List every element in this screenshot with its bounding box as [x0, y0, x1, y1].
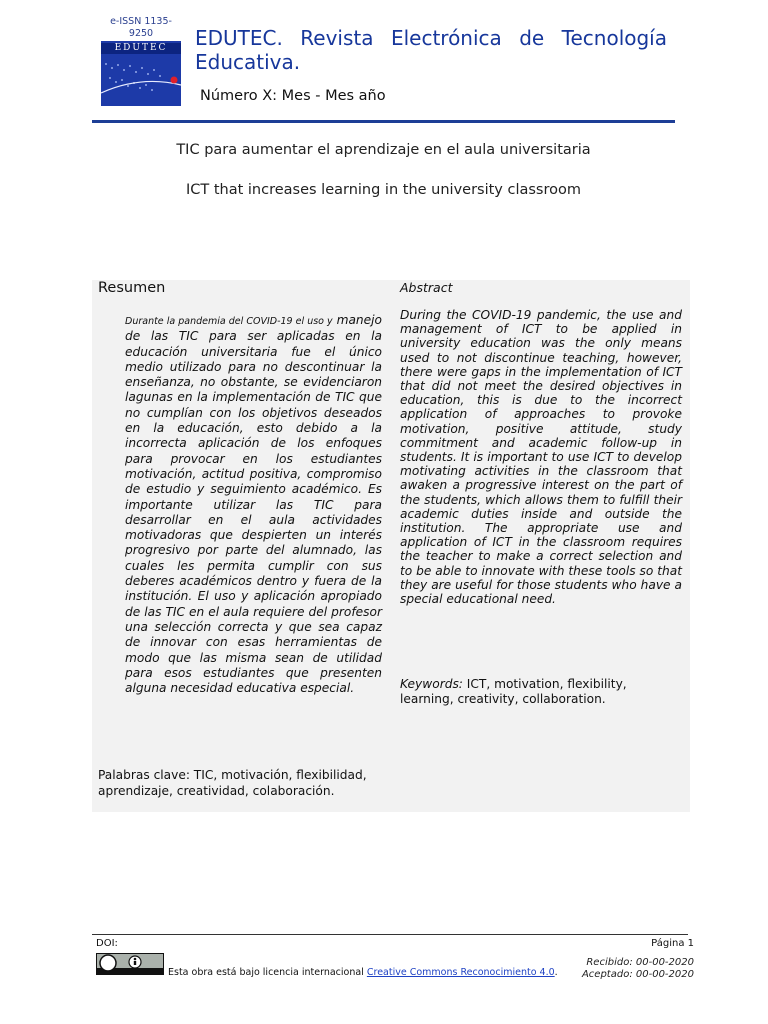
license-end: . — [554, 967, 558, 978]
issue-label: Número X: Mes - Mes año — [200, 88, 386, 104]
article-title-en: ICT that increases learning in the university classroom — [185, 182, 582, 198]
received-date: Recibido: 00-00-2020 — [586, 957, 694, 968]
palabras-clave: Palabras clave: TIC, motivación, flexibilidad, aprendizaje, creatividad, colaboración. — [98, 768, 367, 798]
license-link[interactable]: Creative Commons Reconocimiento 4.0 — [366, 967, 555, 978]
logo-wordmark: EDUTEC — [101, 43, 181, 54]
resumen-lead: Durante la pandemia del COVID-19 el uso y — [125, 316, 333, 327]
journal-title-line2: Educativa. — [195, 50, 301, 74]
keywords-text: ICT, motivation, flexibility, learning, creativity, collaboration. — [400, 677, 627, 706]
keywords — [400, 677, 682, 706]
abstract-body: During the COVID-19 pandemic, the use and management of ICT to be applied in university education was the only means used to not discontinue teaching, however, there were gaps in the implementation of ICT that did not meet the desired objectives in education, this is due to the incorrect application of approaches to provoke motivation, positive attitude, study commitment and academic follow-up in students. It is important to use ICT to develop motivating activities in the classroom that awaken a progressive interest on the part of the students, which allows them to fulfill their academic duties inside and outside the institution. The appropriate use and application of ICT in the classroom requires the teacher to make a correct selection and to be able to innovate with these tools so that they are useful for those students who have a special educational need. — [400, 308, 682, 607]
abstract-heading: Abstract — [400, 280, 453, 295]
keywords-label: Keywords: — [400, 677, 463, 691]
resumen-heading: Resumen — [98, 280, 166, 296]
header-divider — [92, 120, 675, 123]
logo-graphic-icon — [101, 55, 181, 106]
journal-title — [195, 26, 667, 74]
issn-label: e-ISSN 1135-9250 — [110, 16, 172, 39]
abstract-panel — [92, 280, 690, 812]
article-title-es: TIC para aumentar el aprendizaje en el aula universitaria — [176, 142, 591, 158]
license-text: Esta obra está bajo licencia internacional — [168, 967, 364, 978]
resumen-text: manejo de las TIC para ser aplicadas en la educación universitaria fue el único medio utilizado para no descontinuar la enseñanza, no obstante, se evidenciaron lagunas en la implementación de TIC que no cumplían con los objetivos deseados en la educación, esto debido a la incorrecta aplicación de los enfoques para provocar en los estudiantes motivación, actitud positiva, compromiso de estudio y seguimiento académico. Es importante utilizar las TIC para desarrollar en el aula actividades motivadoras que despierten un interés progresivo por parte del alumnado, las cuales les permita cumplir con sus deberes académicos dentro y fuera de la institución. El uso y aplicación apropiado de las TIC en el aula requiere del profesor una selección correcta y que sea capaz de innovar con esas herramientas de modo que las misma sean de utilidad para esos estudiantes que presenten alguna necesidad educativa especial. — [125, 313, 382, 696]
accepted-date: Aceptado: 00-00-2020 — [581, 969, 694, 980]
dates-block — [582, 957, 694, 981]
footer-divider — [92, 934, 688, 935]
doi-label: DOI: — [96, 938, 118, 949]
license-notice — [96, 966, 566, 979]
resumen-body — [125, 313, 382, 696]
journal-title-line1: EDUTEC. Revista Electrónica de Tecnología — [195, 26, 667, 50]
edutec-logo — [101, 41, 181, 106]
page-number: Página 1 — [651, 938, 694, 949]
